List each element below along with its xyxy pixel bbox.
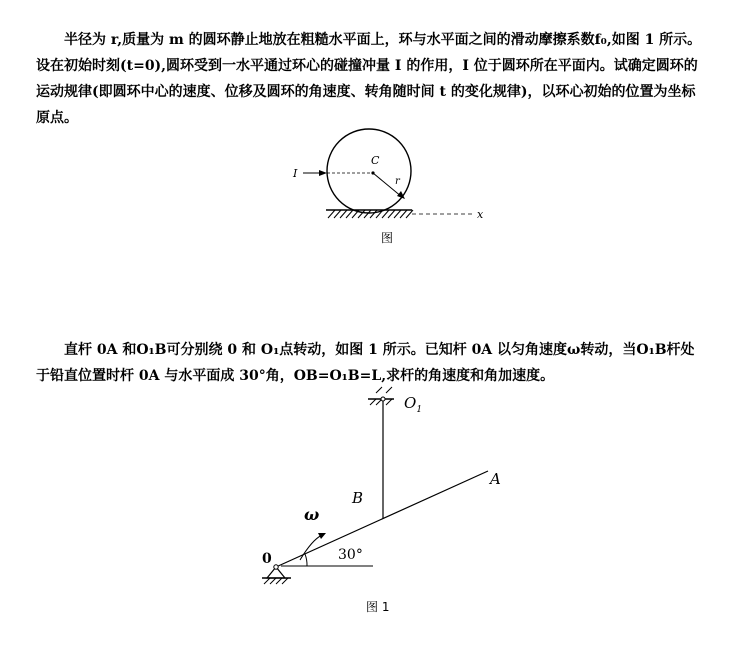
b-label: B (352, 489, 364, 507)
angle-label: 30° (338, 547, 363, 563)
impulse-label: I (293, 167, 298, 180)
center-label: C (371, 154, 380, 167)
o1-pivot-support (368, 387, 394, 405)
x-axis-label: x (477, 208, 484, 221)
omega-arrowhead (318, 533, 326, 539)
problem-1-body: 半径为 r,质量为 m 的圆环静止地放在粗糙水平面上，环与水平面之间的滑动摩擦系数f₀,如图 1 所示。设在初始时刻(t=0),圆环受到一水平通过环心的碰撞冲量 I 的作用，I 位于圆环所在平面内。试确定圆环的运动规律(即圆环中心的速度、位移及圆环的角速度、转角随时间 t 的变化规律)，以环心初始的位置为坐标原点。 (36, 32, 702, 126)
figure-2-caption: 图 1 (366, 600, 390, 614)
omega-label: ω (304, 505, 320, 524)
figure-1-caption: 图 (381, 231, 394, 245)
a-label: A (490, 470, 501, 488)
o1-label: $O_1$ (404, 394, 423, 415)
angle-arc (305, 554, 307, 566)
radius-label: r (395, 176, 400, 187)
o-label: 0 (262, 551, 272, 567)
problem-2-body: 直杆 0A 和O₁B可分别绕 0 和 O₁点转动，如图 1 所示。已知杆 0A 以匀角速度ω转动，当O₁B杆处于铅直位置时杆 0A 与水平面成 30°角，OB=O₁B=L,求杆的角速度和角加速度。 (36, 342, 695, 384)
o-pivot-support (262, 565, 291, 584)
